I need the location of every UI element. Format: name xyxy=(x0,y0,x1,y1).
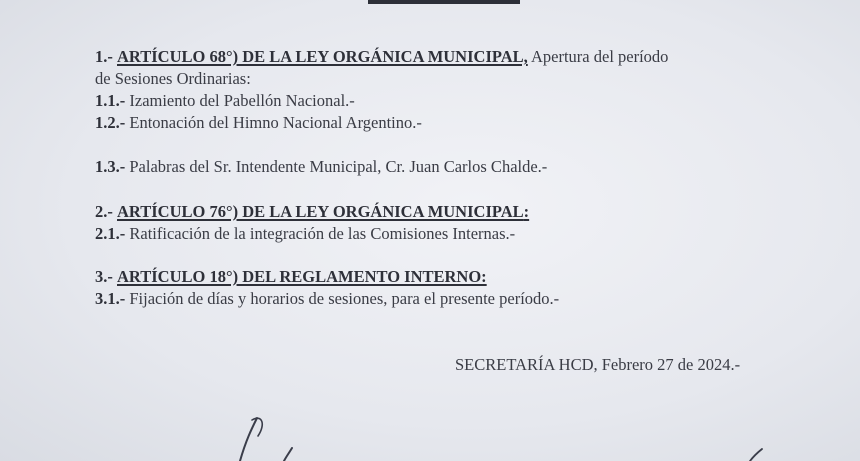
item-3-number: 3.- xyxy=(95,267,113,286)
subitem-1-3 xyxy=(95,156,547,178)
subitem-2-1 xyxy=(95,223,529,245)
signoff-line: SECRETARÍA HCD, Febrero 27 de 2024.- xyxy=(455,355,741,374)
item-1-text: Apertura del período xyxy=(530,47,669,66)
subitem-1-1-number: 1.1.- xyxy=(95,91,126,110)
item-1-number: 1.- xyxy=(95,47,113,66)
item-3 xyxy=(95,266,559,310)
subitem-1-2 xyxy=(95,112,668,134)
item-1-article: ARTÍCULO 68°) DE LA LEY ORGÁNICA MUNICIPAL, xyxy=(117,47,528,66)
item-2 xyxy=(95,201,529,245)
item-1-heading xyxy=(95,46,668,68)
subitem-2-1-number: 2.1.- xyxy=(95,224,126,243)
item-1-text-continued: de Sesiones Ordinarias: xyxy=(95,69,251,88)
item-2-heading xyxy=(95,201,529,223)
item-2-article xyxy=(117,202,529,221)
subitem-1-3-number: 1.3.- xyxy=(95,157,126,176)
item-2-article-text: ARTÍCULO 76°) DE LA LEY ORGÁNICA MUNICIPAL xyxy=(117,202,524,221)
subitem-1-3-text: Palabras del Sr. Intendente Municipal, Cr. Juan Carlos Chalde.- xyxy=(129,157,548,176)
subitem-1-1 xyxy=(95,90,668,112)
subitem-1-1-text: Izamiento del Pabellón Nacional.- xyxy=(129,91,355,110)
item-2-number: 2.- xyxy=(95,202,113,221)
heading-underline xyxy=(368,0,520,4)
subitem-3-1 xyxy=(95,288,559,310)
subitem-1-2-number: 1.2.- xyxy=(95,113,126,132)
item-3-article: ARTÍCULO 18°) DEL REGLAMENTO INTERNO: xyxy=(117,267,487,286)
subitem-3-1-text: Fijación de días y horarios de sesiones, para el presente período.- xyxy=(129,289,560,308)
subitem-1-2-text: Entonación del Himno Nacional Argentino.- xyxy=(129,113,422,132)
item-3-heading xyxy=(95,266,559,288)
subitem-2-1-text: Ratificación de la integración de las Comisiones Internas.- xyxy=(129,224,516,243)
subitem-3-1-number: 3.1.- xyxy=(95,289,126,308)
item-2-colon: : xyxy=(523,202,530,221)
item-1 xyxy=(95,46,668,134)
